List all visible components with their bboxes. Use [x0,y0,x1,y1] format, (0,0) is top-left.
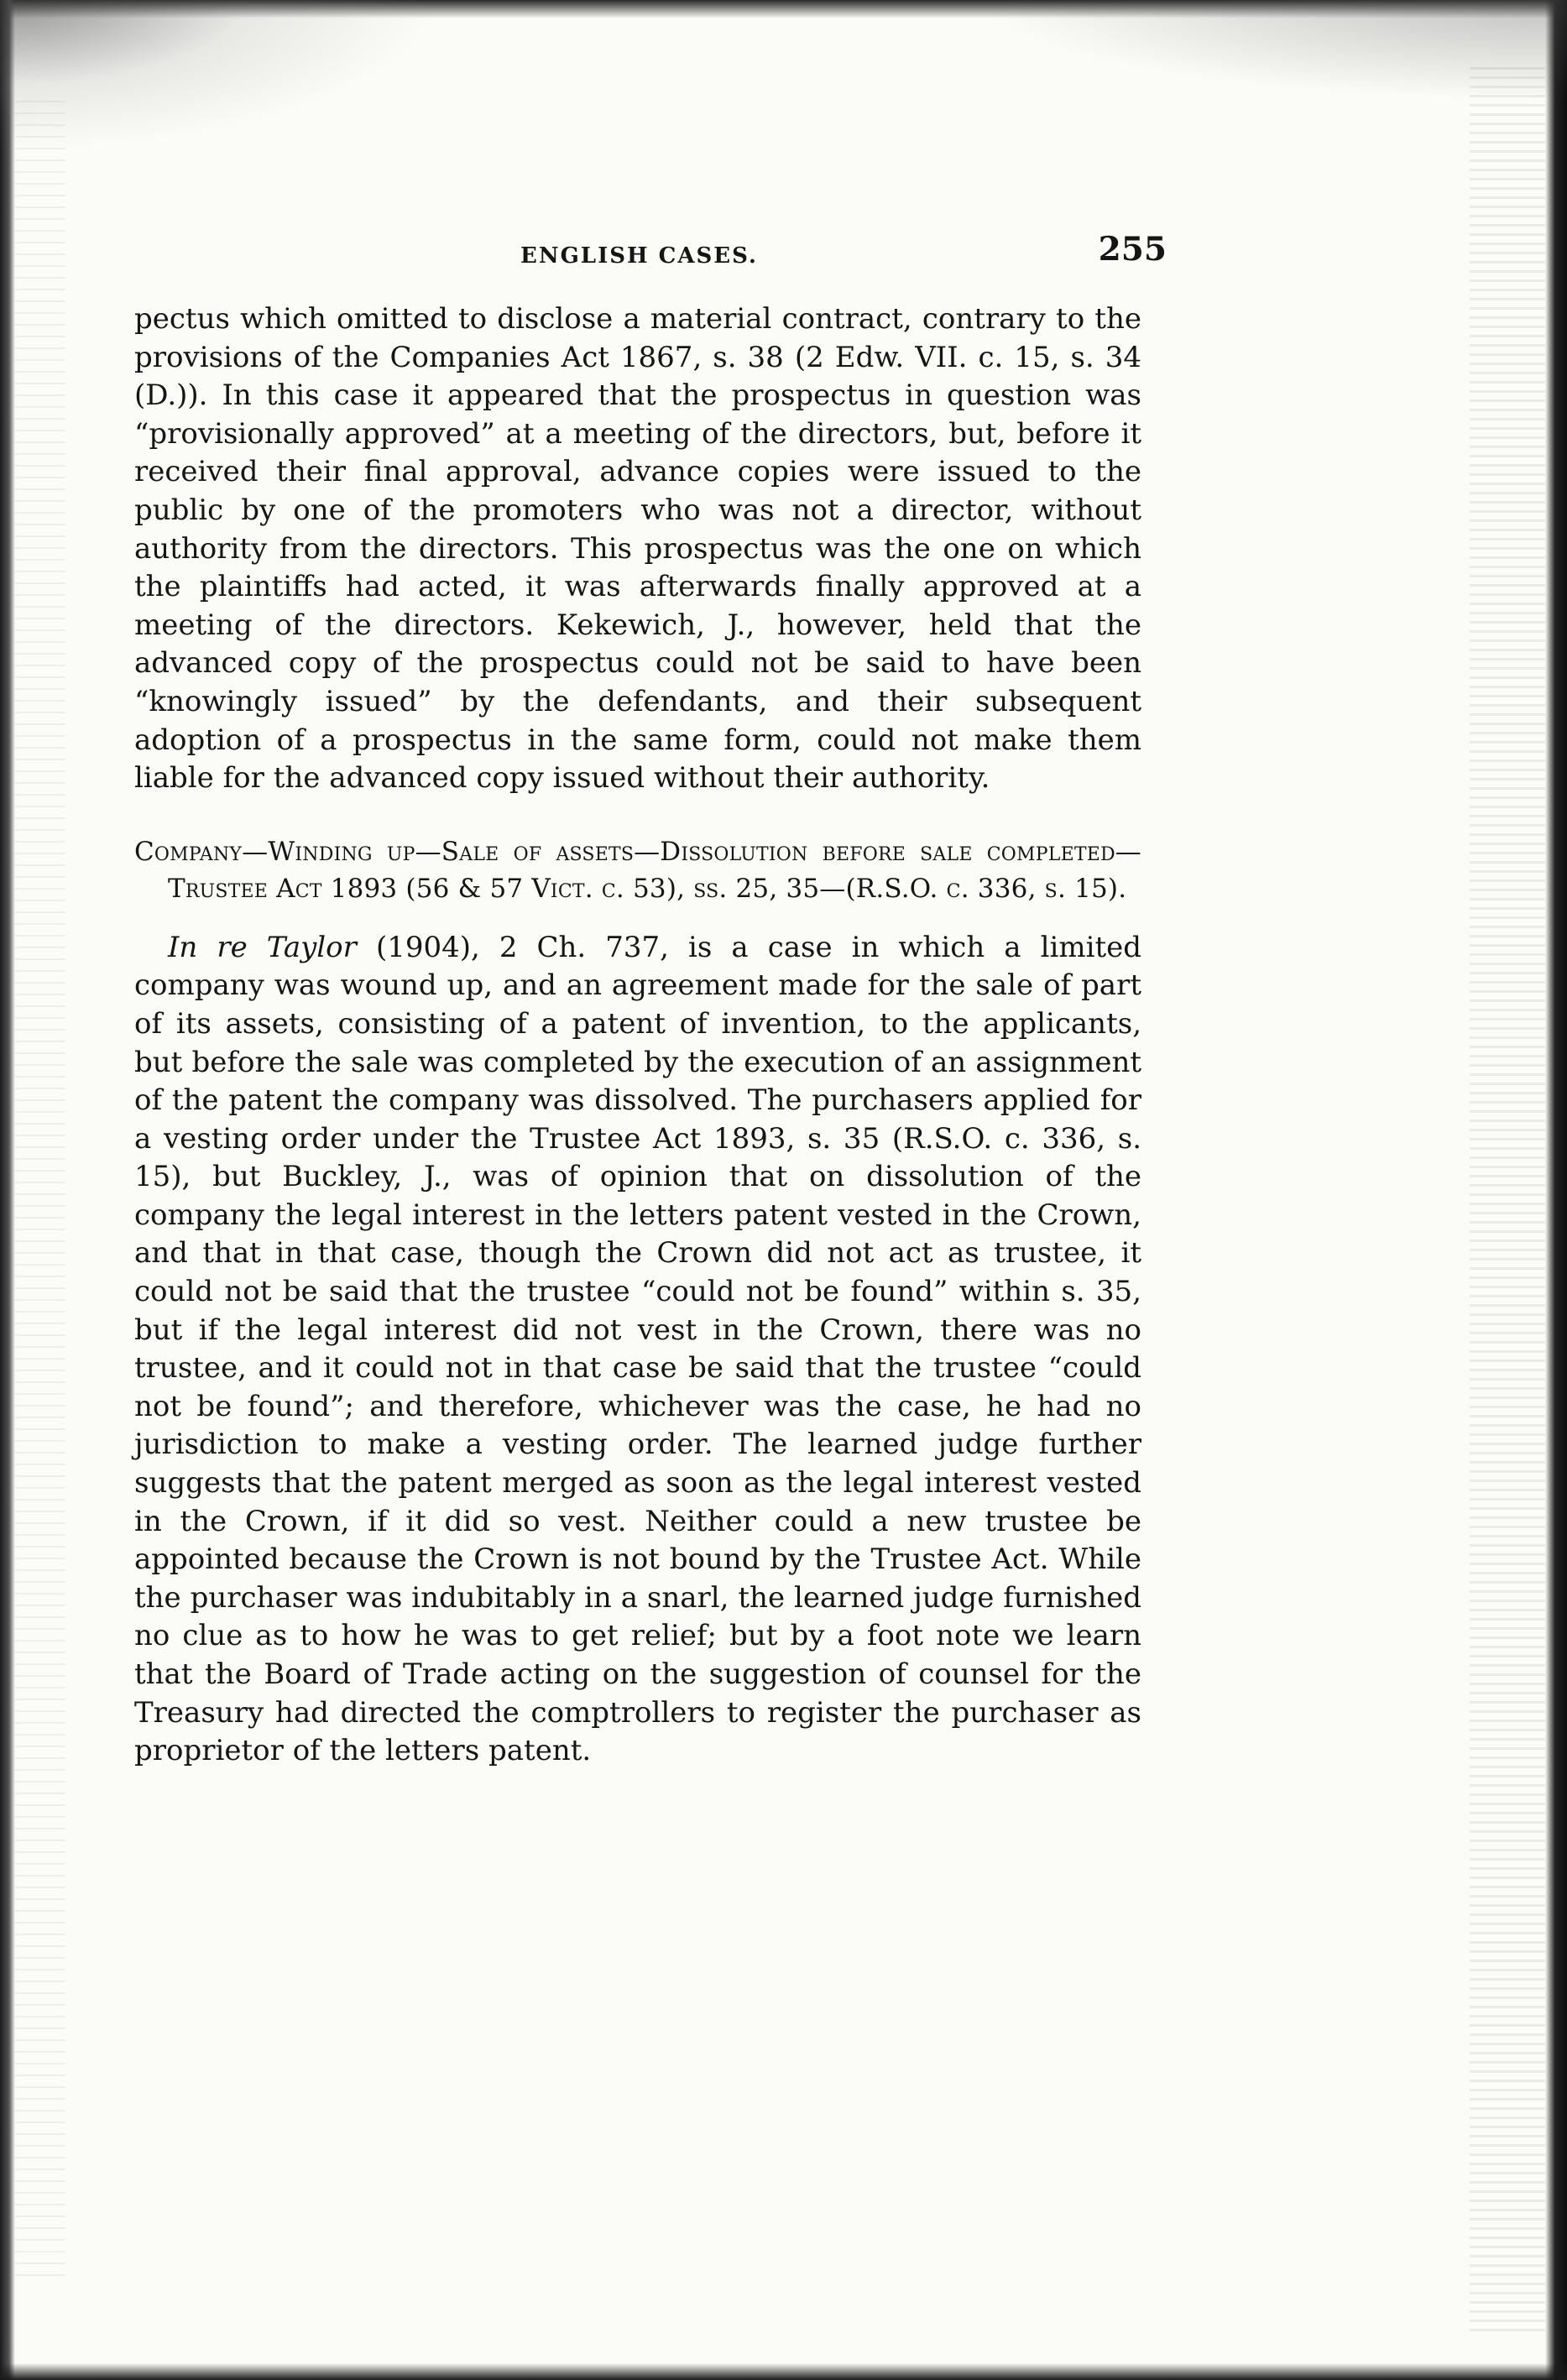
paragraph-continued-text: pectus which omitted to disclose a material contract, contrary to the provisions of the Companies Act 1867, s. 38 (2 Edw. VII. c. 15, s. 34 (D.)). In this case it appeared that the prospectus in question was “provisionally approved” at a meeting of the directors, but, before it received their final approval, advance copies were issued to the public by one of the promoters who was not a director, without authority from the directors. This prospectus was the one on which the plaintiffs had acted, it was afterwards finally approved at a meeting of the directors. Kekewich, J., however, held that the advanced copy of the prospectus could not be said to have been “knowingly issued” by the defendants, and their subsequent adoption of a prospectus in the same form, could not make them liable for the advanced copy issued without their authority. [134,302,1141,796]
page-header [134,225,1167,275]
scan-noise-top-left [0,0,436,151]
scan-noise-right-margin [1470,67,1545,2333]
scan-edge-bottom [0,2363,1567,2380]
section-heading [134,833,1141,907]
page-body [134,300,1141,1771]
paragraph-continued [134,300,1141,798]
running-head: ENGLISH CASES. [520,243,758,269]
case-name: In re Taylor [168,930,357,964]
paragraph-case [134,929,1141,1771]
paragraph-case-text: (1904), 2 Ch. 737, is a case in which a limited company was wound up, and an agreement made for the sale of part of its assets, consisting of a patent of invention, to the applicants, but before the sale was completed by the execution of an assignment of the patent the company was dissolved. The purchasers applied for a vesting order under the Trustee Act 1893, s. 35 (R.S.O. c. 336, s. 15), but Buckley, J., was of opinion that on dissolution of the company the legal interest in the letters patent vested in the Crown, and that in that case, though the Crown did not act as trustee, it could not be said that the trustee “could not be found” within s. 35, but if the legal interest did not vest in the Crown, there was no trustee, and it could not in that case be said that the trustee “could not be found”; and therefore, whichever was the case, he had no jurisdiction to make a vesting order. The learned judge further suggests that the patent merged as soon as the legal interest vested in the Crown, if it did so vest. Neither could a new trustee be appointed because the Crown is not bound by the Trustee Act. While the purchaser was indubitably in a snarl, the learned judge furnished no clue as to how he was to get relief; but by a foot note we learn that the Board of Trade acting on the suggestion of counsel for the Treasury had directed the comptrollers to register the purchaser as proprietor of the letters patent. [134,930,1142,1768]
section-heading-text: Company—Winding up—Sale of assets—Dissolution before sale completed—Trustee Act 1893 (56 & 57 Vict. c. 53), ss. 25, 35—(R.S.O. c. 336, s. 15). [134,836,1141,904]
scan-edge-right [1545,0,1567,2380]
scan-edge-left [0,0,15,2380]
page-number: 255 [1098,230,1167,269]
scan-noise-left-margin [15,101,65,2283]
